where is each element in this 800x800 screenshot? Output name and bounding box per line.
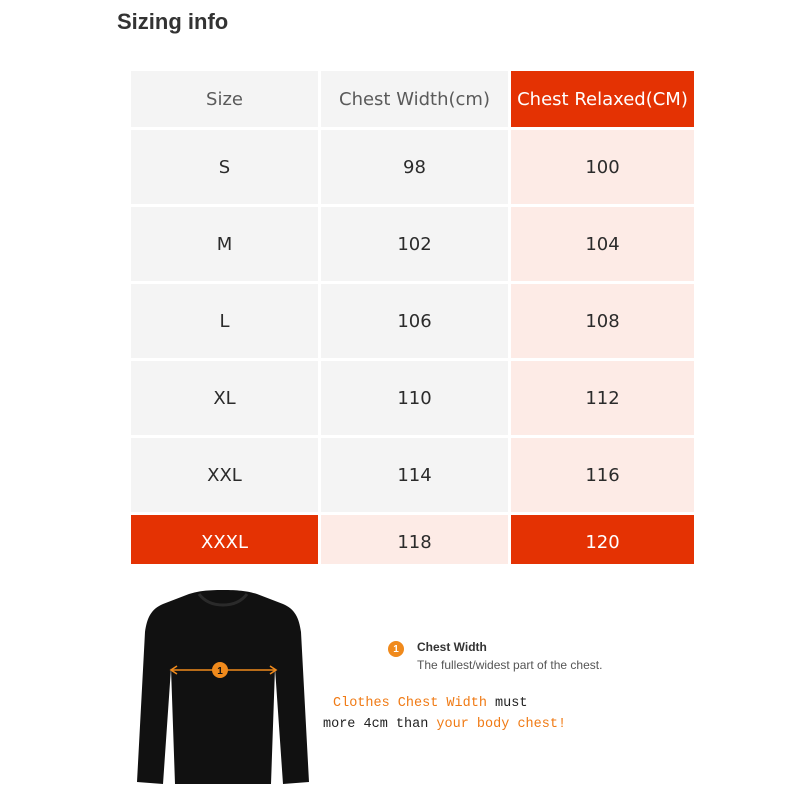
size-cell: S [131, 130, 318, 204]
size-cell: XL [131, 361, 318, 435]
chest-width-cell: 106 [321, 284, 508, 358]
chest-relaxed-cell: 100 [511, 130, 694, 204]
table-header-row [131, 71, 694, 127]
table-row [131, 361, 694, 435]
table-row [131, 515, 694, 564]
size-cell: XXXL [131, 515, 318, 564]
chest-marker-number: 1 [217, 666, 223, 677]
size-cell: XXL [131, 438, 318, 512]
tip-line-2-text: more 4cm than [323, 717, 429, 732]
chest-relaxed-cell: 116 [511, 438, 694, 512]
header-size: Size [131, 71, 318, 127]
tip-line-1 [333, 696, 527, 711]
chest-relaxed-cell: 120 [511, 515, 694, 564]
size-cell: M [131, 207, 318, 281]
chest-width-cell: 114 [321, 438, 508, 512]
chest-relaxed-cell: 104 [511, 207, 694, 281]
size-cell: L [131, 284, 318, 358]
header-chest-width: Chest Width(cm) [321, 71, 508, 127]
table-row [131, 284, 694, 358]
tip-line-2 [323, 717, 566, 732]
chest-width-cell: 98 [321, 130, 508, 204]
shirt-illustration [133, 588, 313, 788]
table-row [131, 207, 694, 281]
page-title: Sizing info [117, 9, 229, 34]
chest-width-cell: 118 [321, 515, 508, 564]
shirt-body [137, 590, 309, 784]
size-table [131, 71, 694, 567]
tip-line-2-highlight: your body chest! [428, 717, 567, 732]
note-number-badge: 1 [388, 641, 404, 657]
chest-relaxed-cell: 108 [511, 284, 694, 358]
header-chest-relaxed: Chest Relaxed(CM) [511, 71, 694, 127]
chest-width-cell: 110 [321, 361, 508, 435]
tip-line-1-text: must [486, 696, 528, 711]
chest-relaxed-cell: 112 [511, 361, 694, 435]
tip-line-1-highlight: Clothes Chest Width [333, 696, 487, 711]
table-row [131, 438, 694, 512]
note-title: Chest Width [417, 640, 487, 654]
table-row [131, 130, 694, 204]
chest-width-cell: 102 [321, 207, 508, 281]
note-description: The fullest/widest part of the chest. [417, 658, 603, 672]
